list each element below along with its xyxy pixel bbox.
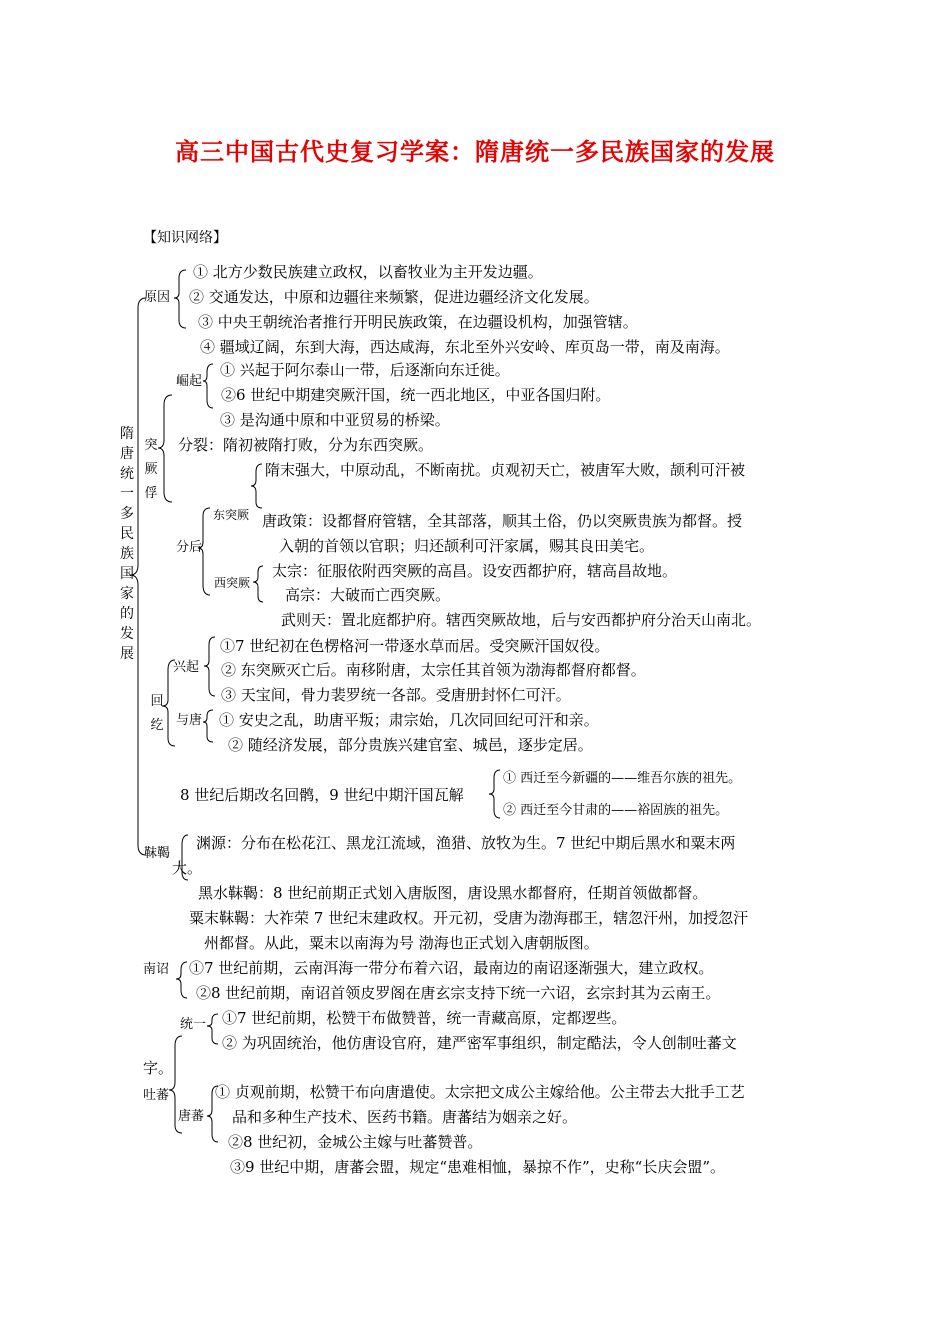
- mohe-sumo: 粟末靺鞨：大祚荣 7 世纪末建政权。开元初，受唐为渤海郡王，辖忽汗州，加授忽汗: [189, 909, 749, 927]
- tubo-unify-label: 统一: [180, 1017, 207, 1032]
- tang-tubo-label: 唐蕃: [178, 1109, 205, 1124]
- mohe-heishui: 黑水靺鞨：8 世纪前期正式划入唐版图，唐设黑水都督府，任期首领做都督。: [198, 884, 708, 902]
- huihe-tang-label: 与唐: [176, 713, 203, 728]
- west-tujue-item: 武则天：置北庭都护府。辖西突厥故地，后与安西都护府分治天山南北。: [281, 611, 762, 629]
- reasons-brace: [174, 270, 186, 328]
- mohe-label: 靺鞨: [144, 846, 171, 861]
- tujue-vertical-label: 突厥俘: [144, 438, 158, 501]
- east-tujue-item: 唐政策：设都督府管辖，全其部落，顺其土俗，仍以突厥贵族为都督。授: [262, 512, 743, 530]
- split-after-label: 分后: [176, 540, 203, 555]
- west-brace: [253, 566, 263, 602]
- huihe-rename: 8 世纪后期改名回鹘，9 世纪中期汗国瓦解: [180, 786, 464, 804]
- tubo-label: 吐蕃: [143, 1088, 170, 1103]
- root-vertical-label: 隋唐统一多民族国家的发展: [120, 426, 134, 662]
- page-title: 高三中国古代史复习学案：隋唐统一多民族国家的发展: [175, 138, 775, 166]
- tang-tubo-item: ②8 世纪初，金城公主嫁与吐蕃赞普。: [228, 1133, 483, 1151]
- nanzhao-item: ①7 世纪前期，云南洱海一带分布着六诏，最南边的南诏逐渐强大，建立政权。: [189, 959, 714, 977]
- mohe-origin: 渊源：分布在松花江、黑龙江流域，渔猎、放牧为生。7 世纪中期后黑水和粟末两: [196, 834, 736, 852]
- reason-item: ③ 中央王朝统治者推行开明民族政策，在边疆设机构，加强管辖。: [198, 313, 638, 331]
- reasons-label: 原因: [144, 290, 171, 305]
- nanzhao-label: 南诏: [143, 962, 170, 977]
- huihe-rise-label: 兴起: [173, 660, 200, 675]
- tujue-rise-item: ③ 是沟通中原和中亚贸易的桥梁。: [220, 411, 450, 429]
- mohe-sumo: 州都督。从此，粟末以南海为号 渤海也正式划入唐朝版图。: [204, 934, 599, 952]
- huihe-rise-brace: [204, 637, 215, 696]
- section-label: 【知识网络】: [143, 230, 227, 246]
- east-tujue-item: 入朝的首领以官职；归还颉利可汗家属，赐其良田美宅。: [279, 537, 655, 555]
- huihe-tang-item: ② 随经济发展，部分贵族兴建官室、城邑，逐步定居。: [228, 736, 593, 754]
- tubo-unify-item: ② 为巩固统治，他仿唐设官府，建严密军事组织，制定酷法，令人创制吐蕃文: [222, 1034, 737, 1052]
- tujue-split: 分裂：隋初被隋打败，分为东西突厥。: [178, 436, 434, 454]
- west-tujue-item: 高宗：大破而亡西突厥。: [285, 586, 451, 604]
- huihe-rise-item: ①7 世纪初在色楞格河一带逐水草而居。受突厥汗国奴役。: [220, 637, 610, 655]
- east-tujue-item: 隋末强大，中原动乱，不断南扰。贞观初天亡，被唐军大败，颉利可汗被: [265, 461, 746, 479]
- huihe-rise-item: ③ 天宝间，骨力裴罗统一各部。受唐册封怀仁可汗。: [221, 686, 571, 704]
- huihe-tang-brace: [203, 710, 213, 742]
- tang-tubo-item: 品和多种生产技术、医药书籍。唐蕃结为姻亲之好。: [232, 1108, 578, 1126]
- mohe-origin-cont: 大。: [172, 859, 203, 877]
- tujue-rise-item: ① 兴起于阿尔泰山一带，后逐渐向东迁徙。: [220, 361, 510, 379]
- huihe-tang-item: ① 安史之乱，助唐平叛；肃宗始，几次同回纪可汗和亲。: [219, 711, 599, 729]
- tubo-unify-item: ①7 世纪前期，松赞干布做赞普，统一青藏高原，定都逻些。: [222, 1009, 627, 1027]
- nanzhao-brace: [176, 962, 187, 998]
- east-tujue-label: 东突厥: [213, 508, 250, 522]
- tujue-brace: [158, 395, 172, 502]
- tubo-unify-cont: 字。: [143, 1059, 174, 1077]
- huihe-migration: ② 西迁至今甘肃的——裕固族的祖先。: [503, 803, 729, 818]
- tujue-rise-brace: [203, 364, 213, 408]
- nanzhao-item: ②8 世纪前期，南诏首领皮罗阁在唐玄宗支持下统一六诏，玄宗封其为云南王。: [196, 984, 721, 1002]
- west-tujue-item: 太宗：征服依附西突厥的高昌。设安西都护府，辖高昌故地。: [272, 562, 678, 580]
- huihe-rise-item: ② 东突厥灭亡后。南移附唐，太宗任其首领为渤海都督府都督。: [221, 661, 646, 679]
- tang-tubo-item: ③9 世纪中期，唐蕃会盟，规定“患难相恤，暴掠不作”，史称“长庆会盟”。: [230, 1158, 725, 1176]
- reason-item: ④ 疆域辽阔，东到大海，西达咸海，东北至外兴安岭、库页岛一带，南及南海。: [200, 338, 730, 356]
- reason-item: ② 交通发达，中原和边疆往来频繁，促进边疆经济文化发展。: [189, 288, 599, 306]
- tang-tubo-item: ① 贞观前期，松赞干布向唐遣使。太宗把文成公主嫁给他。公主带去大批手工艺: [215, 1083, 745, 1101]
- tujue-rise-label: 崛起: [176, 374, 203, 389]
- tubo-unify-brace: [207, 1014, 218, 1044]
- tujue-rise-item: ②6 世纪中期建突厥汗国，统一西北地区，中亚各国归附。: [221, 386, 611, 404]
- huihe-migration: ① 西迁至今新疆的——维吾尔族的祖先。: [503, 771, 742, 786]
- east-brace: [251, 464, 262, 508]
- west-tujue-label: 西突厥: [214, 576, 251, 590]
- migration-brace: [489, 770, 500, 818]
- huihe-vertical-label: 回纥: [150, 694, 164, 733]
- reason-item: ① 北方少数民族建立政权，以畜牧业为主开发边疆。: [193, 263, 543, 281]
